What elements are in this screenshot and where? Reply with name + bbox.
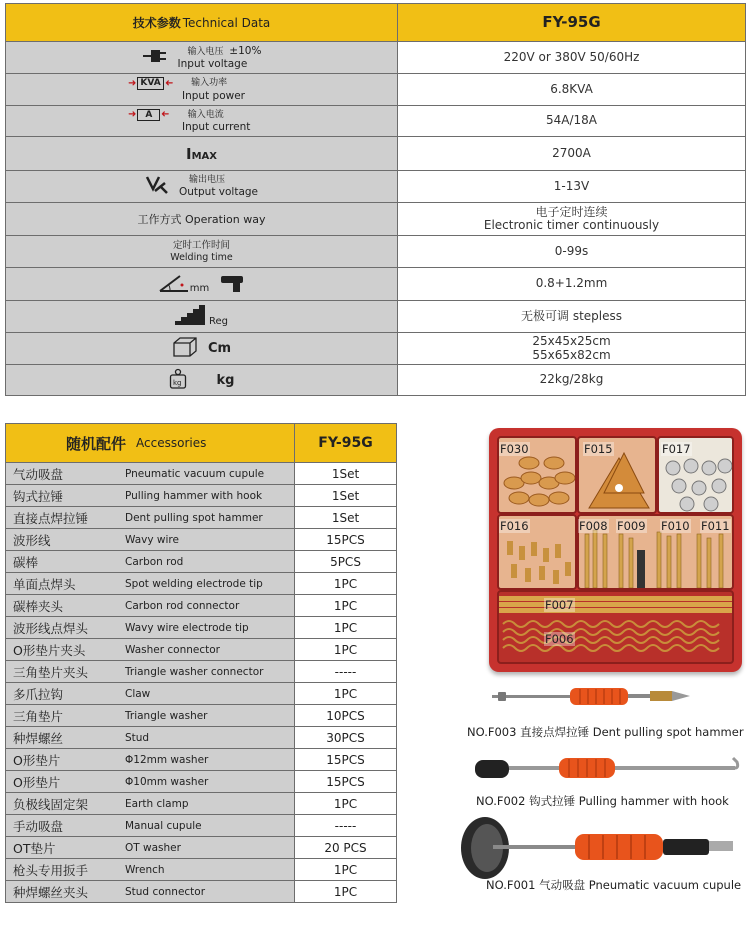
accessory-row — [6, 792, 396, 814]
kg-unit: kg — [216, 372, 235, 388]
accessory-row — [6, 594, 396, 616]
accessory-name-cn: 直接点焊拉锤 — [6, 507, 123, 528]
accessory-quantity: 1Set — [295, 463, 396, 484]
label-f006: F006 — [545, 632, 574, 646]
dimensions-value-2: 55x65x82cm — [532, 347, 611, 362]
accessories-header-model: FY-95G — [295, 424, 396, 462]
accessory-name-cn: 种焊螺丝 — [6, 727, 123, 748]
accessory-quantity: 1PC — [295, 859, 396, 880]
kva-box: KVA — [137, 77, 163, 89]
accessory-name-en: Carbon rod — [123, 551, 295, 572]
tech-row-dimensions — [6, 332, 745, 364]
accessory-row — [6, 462, 396, 484]
tech-row-welding-time — [6, 235, 745, 267]
output-voltage-icon — [145, 175, 169, 198]
accessory-row — [6, 484, 396, 506]
accessory-name-cn: 钩式拉锤 — [6, 485, 123, 506]
accessory-row — [6, 748, 396, 770]
plug-icon — [142, 47, 168, 68]
accessory-row — [6, 858, 396, 880]
accessory-name-en: Claw — [123, 683, 295, 704]
tech-header-model: FY-95G — [398, 4, 745, 41]
input-current-cn: 输入电流 — [187, 109, 224, 120]
accessories-table — [5, 423, 397, 903]
accessory-row — [6, 682, 396, 704]
accessory-row — [6, 836, 396, 858]
accessory-name-en: Φ10mm washer — [123, 771, 295, 792]
input-voltage-cn: 输入电压 — [187, 47, 224, 58]
mm-unit: mm — [189, 282, 210, 294]
accessory-name-cn: 碳棒夹头 — [6, 595, 123, 616]
accessory-name-en: Spot welding electrode tip — [123, 573, 295, 594]
accessory-quantity: 15PCS — [295, 749, 396, 770]
accessory-name-cn: O形垫片夹头 — [6, 639, 123, 660]
accessory-row — [6, 770, 396, 792]
welding-time-value: 0-99s — [398, 236, 745, 267]
accessory-row — [6, 506, 396, 528]
accessory-quantity: 20 PCS — [295, 837, 396, 858]
accessory-quantity: ----- — [295, 815, 396, 836]
stairs-icon — [175, 305, 205, 328]
accessory-name-en: Pulling hammer with hook — [123, 485, 295, 506]
accessory-name-cn: 枪头专用扳手 — [6, 859, 123, 880]
accessory-row — [6, 572, 396, 594]
operation-way-value-en: Electronic timer continuously — [483, 218, 660, 232]
accessory-name-en: Φ12mm washer — [123, 749, 295, 770]
accessory-quantity: 1PC — [295, 573, 396, 594]
accessory-row — [6, 528, 396, 550]
accessory-quantity: 10PCS — [295, 705, 396, 726]
input-current-value: 54A/18A — [398, 106, 745, 136]
accessories-header-cn: 随机配件 — [66, 434, 127, 453]
accessory-name-en: Triangle washer — [123, 705, 295, 726]
accessory-quantity: ----- — [295, 661, 396, 682]
accessory-name-cn: 三角垫片夹头 — [6, 661, 123, 682]
accessory-quantity: 15PCS — [295, 529, 396, 550]
label-f011: F011 — [701, 519, 730, 533]
accessory-name-en: Pneumatic vacuum cupule — [123, 463, 295, 484]
output-voltage-cn: 输出电压 — [188, 175, 225, 186]
accessory-name-en: Dent pulling spot hammer — [123, 507, 295, 528]
caption-f001: NO.F001 气动吸盘 Pneumatic vacuum cupule — [486, 878, 742, 892]
electrode-size-value: 0.8+1.2mm — [398, 268, 745, 300]
accessory-name-cn: O形垫片 — [6, 749, 123, 770]
accessory-row — [6, 726, 396, 748]
accessory-name-cn: 波形线点焊头 — [6, 617, 123, 638]
input-current-en: Input current — [182, 121, 251, 134]
label-f010: F010 — [661, 519, 690, 533]
accessory-name-cn: 多爪拉钩 — [6, 683, 123, 704]
accessory-name-cn: 碳棒 — [6, 551, 123, 572]
accessory-name-en: Carbon rod connector — [123, 595, 295, 616]
label-f030: F030 — [500, 442, 529, 456]
accessory-name-cn: 手动吸盘 — [6, 815, 123, 836]
accessory-quantity: 1PC — [295, 617, 396, 638]
pulling-hammer-with-hook-image — [475, 752, 741, 790]
accessory-quantity: 1PC — [295, 683, 396, 704]
accessory-name-en: Triangle washer connector — [123, 661, 295, 682]
reg-label: Reg — [209, 316, 228, 327]
tech-row-input-voltage — [6, 41, 745, 73]
tech-header-cn: 技术参数 — [132, 16, 181, 30]
weight-icon — [169, 368, 187, 393]
accessory-name-en: Wrench — [123, 859, 295, 880]
box-icon — [172, 336, 198, 361]
accessory-quantity: 1Set — [295, 507, 396, 528]
accessory-quantity: 1PC — [295, 595, 396, 616]
label-f015: F015 — [584, 442, 613, 456]
label-f009: F009 — [617, 519, 646, 533]
accessories-header-en: Accessories — [136, 436, 207, 450]
current-arrow-icon: ➜ A ➜ — [128, 109, 170, 121]
accessory-name-cn: O形垫片 — [6, 771, 123, 792]
operation-way-label: 工作方式 Operation way — [137, 213, 266, 226]
voltage-tolerance: ±10% — [229, 45, 262, 58]
accessories-rows — [6, 462, 396, 902]
tech-row-operation-way — [6, 202, 745, 235]
label-f008: F008 — [579, 519, 608, 533]
svg-text:kg: kg — [172, 378, 182, 387]
input-voltage-en: Input voltage — [177, 57, 248, 70]
compartment-f007-f006 — [497, 590, 734, 664]
accessory-row — [6, 660, 396, 682]
welding-time-en: Welding time — [170, 251, 233, 263]
accessory-name-cn: 单面点焊头 — [6, 573, 123, 594]
accessory-quantity: 30PCS — [295, 727, 396, 748]
input-power-en: Input power — [182, 89, 245, 102]
output-voltage-en: Output voltage — [178, 185, 259, 198]
regulation-value: 无极可调 stepless — [398, 301, 745, 332]
angle-icon — [158, 273, 192, 296]
accessory-name-en: Stud — [123, 727, 295, 748]
accessory-row — [6, 704, 396, 726]
accessory-name-en: Wavy wire — [123, 529, 295, 550]
accessory-name-cn: 气动吸盘 — [6, 463, 123, 484]
power-arrow-icon: ➜ KVA ➜ — [128, 77, 174, 89]
accessory-name-cn: OT垫片 — [6, 837, 123, 858]
input-voltage-value: 220V or 380V 50/60Hz — [398, 42, 745, 73]
tech-row-imax — [6, 136, 745, 170]
accessory-name-cn: 种焊螺丝夹头 — [6, 881, 123, 902]
caption-f002: NO.F002 钩式拉锤 Pulling hammer with hook — [476, 794, 729, 808]
accessories-header-row — [6, 424, 396, 462]
output-voltage-value: 1-13V — [398, 171, 745, 202]
dent-pulling-spot-hammer-image — [492, 683, 698, 717]
spot-gun-icon — [219, 273, 245, 296]
tech-row-input-current — [6, 105, 745, 136]
weight-value: 22kg/28kg — [398, 365, 745, 395]
label-f007: F007 — [545, 598, 574, 612]
dimensions-value-1: 25x45x25cm — [532, 334, 611, 349]
welding-time-cn: 定时工作时间 — [172, 240, 230, 252]
caption-f003: NO.F003 直接点焊拉锤 Dent pulling spot hammer — [467, 725, 744, 739]
tech-header-row — [6, 4, 745, 41]
imax-value: 2700A — [398, 137, 745, 170]
accessory-row — [6, 638, 396, 660]
accessory-name-en: Stud connector — [123, 881, 295, 902]
technical-data-table — [5, 3, 746, 396]
tech-row-input-power — [6, 73, 745, 105]
accessory-name-en: Washer connector — [123, 639, 295, 660]
ampere-box: A — [137, 109, 160, 121]
input-power-value: 6.8KVA — [398, 74, 745, 105]
accessory-name-cn: 负极线固定架 — [6, 793, 123, 814]
accessory-quantity: 1PC — [295, 793, 396, 814]
accessory-row — [6, 880, 396, 902]
tech-row-output-voltage — [6, 170, 745, 202]
accessory-quantity: 15PCS — [295, 771, 396, 792]
cm-unit: Cm — [207, 341, 232, 356]
accessory-quantity: 1PC — [295, 881, 396, 902]
accessory-name-en: Manual cupule — [123, 815, 295, 836]
pneumatic-vacuum-cupule-image — [455, 815, 745, 885]
tech-row-electrode-size — [6, 267, 745, 300]
accessory-quantity: 1Set — [295, 485, 396, 506]
label-f016: F016 — [500, 519, 529, 533]
accessory-row — [6, 616, 396, 638]
tech-row-regulation — [6, 300, 745, 332]
tech-header-en: Technical Data — [182, 15, 271, 30]
accessory-row — [6, 814, 396, 836]
operation-way-value-cn: 电子定时连续 — [535, 204, 608, 219]
accessory-quantity: 5PCS — [295, 551, 396, 572]
accessory-name-en: OT washer — [123, 837, 295, 858]
accessory-name-en: Earth clamp — [123, 793, 295, 814]
tech-row-weight — [6, 364, 745, 395]
tech-header-label — [6, 4, 398, 41]
imax-label: IMAX — [186, 144, 217, 163]
accessory-name-cn: 三角垫片 — [6, 705, 123, 726]
accessory-case — [489, 428, 742, 672]
accessory-name-cn: 波形线 — [6, 529, 123, 550]
accessory-name-en: Wavy wire electrode tip — [123, 617, 295, 638]
accessory-row — [6, 550, 396, 572]
label-f017: F017 — [662, 442, 691, 456]
input-power-cn: 输入功率 — [191, 78, 228, 89]
accessory-quantity: 1PC — [295, 639, 396, 660]
